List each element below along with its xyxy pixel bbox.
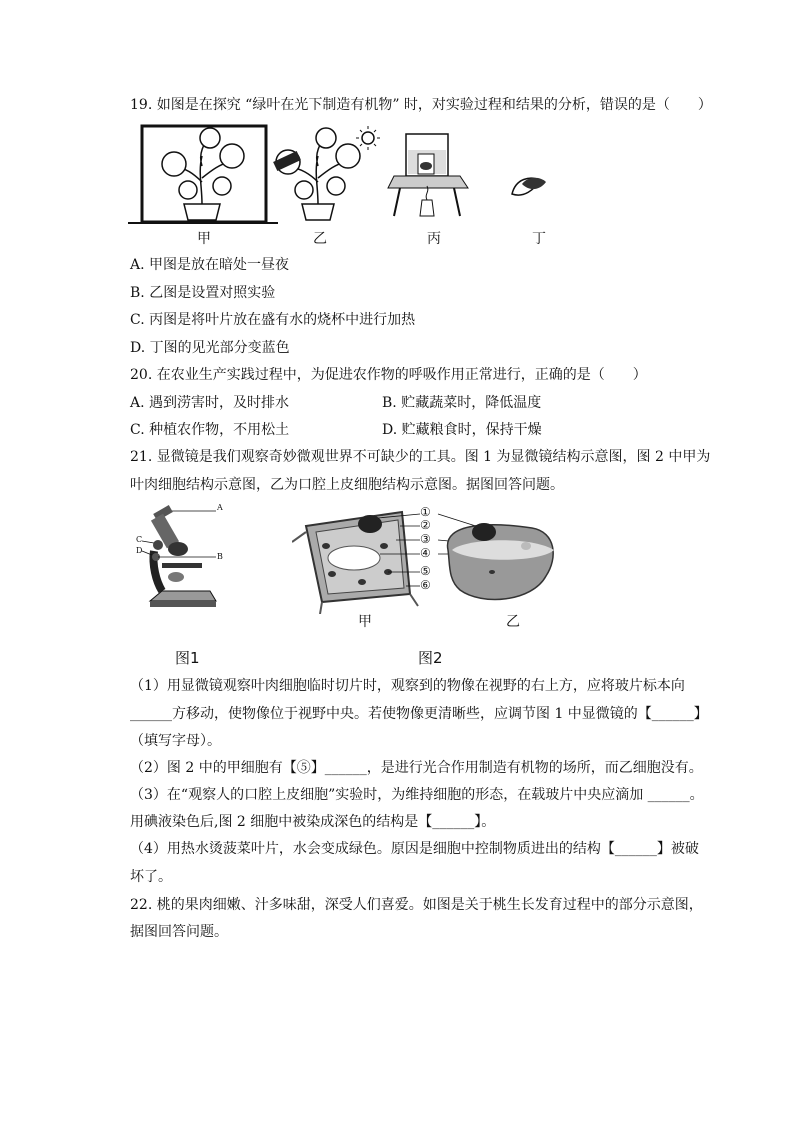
sun-icon bbox=[356, 126, 380, 150]
q21-sub3-line2: 用碘液染色后,图 2 细胞中被染成深色的结构是【______】。 bbox=[130, 814, 496, 830]
leaf-result-illustration bbox=[512, 178, 546, 195]
fig1-label-a: A bbox=[217, 503, 223, 512]
fig2-label-jia: 甲 bbox=[358, 614, 372, 630]
q21-sub2: （2）图 2 中的甲细胞有【⑤】______，是进行光合作用制造有机物的场所，而乙细胞没有。 bbox=[130, 760, 703, 776]
q19-option-c: C. 丙图是将叶片放在盛有水的烧杯中进行加热 bbox=[130, 312, 416, 328]
q22-stem-line1: 22. 桃的果肉细嫩、汁多味甜，深受人们喜爱。如图是关于桃生长发育过程中的部分示意图， bbox=[130, 897, 703, 913]
plant-in-box-illustration bbox=[128, 126, 278, 223]
fig-label-yi: 乙 bbox=[313, 231, 327, 247]
fig1-label-b: B bbox=[217, 552, 223, 561]
q21-sub1-line2: ______方移动，使物像位于视野中央。若使物像更清晰些，应调节图 1 中显微镜的【______】 bbox=[130, 706, 708, 722]
figure-1-caption: 图1 bbox=[175, 649, 200, 667]
q21-stem-line1: 21. 显微镜是我们观察奇妙微观世界不可缺少的工具。图 1 为显微镜结构示意图，图 2 中甲为 bbox=[130, 449, 711, 465]
fig2-label-5: ⑤ bbox=[420, 564, 431, 578]
q21-sub4-line1: （4）用热水烫菠菜叶片，水会变成绿色。原因是细胞中控制物质进出的结构【______】被破 bbox=[130, 841, 699, 857]
fig-label-ding: 丁 bbox=[532, 231, 546, 247]
q21-sub1-line3: （填写字母）。 bbox=[130, 733, 221, 749]
q20-option-c: C. 种植农作物，不用松土 bbox=[130, 422, 290, 438]
figure-2-caption: 图2 bbox=[418, 649, 443, 667]
plant-with-covered-leaf-illustration bbox=[273, 126, 380, 220]
fig2-label-2: ② bbox=[420, 518, 431, 532]
fig-label-jia: 甲 bbox=[197, 231, 211, 247]
fig2-label-4: ④ bbox=[420, 546, 431, 560]
q20-option-a: A. 遇到涝害时，及时排水 bbox=[130, 395, 290, 411]
plant-cell-jia bbox=[292, 512, 418, 614]
q19-option-a: A. 甲图是放在暗处一昼夜 bbox=[130, 257, 290, 273]
fig2-label-yi: 乙 bbox=[506, 614, 520, 630]
q19-option-b: B. 乙图是设置对照实验 bbox=[130, 285, 276, 301]
q21-sub4-line2: 坏了。 bbox=[130, 869, 172, 885]
animal-cell-yi bbox=[448, 523, 554, 599]
fig2-label-3: ③ bbox=[420, 532, 431, 546]
q20-option-b: B. 贮藏蔬菜时，降低温度 bbox=[382, 395, 542, 411]
q21-stem-line2: 叶肉细胞结构示意图，乙为口腔上皮细胞结构示意图。据图回答问题。 bbox=[130, 477, 564, 493]
q19-option-d: D. 丁图的见光部分变蓝色 bbox=[130, 340, 290, 356]
q19-figure bbox=[128, 120, 568, 230]
fig2-label-1: ① bbox=[420, 505, 431, 519]
q21-sub3-line1: （3）在“观察人的口腔上皮细胞”实验时，为维持细胞的形态，在载玻片中央应滴加 ______。 bbox=[130, 787, 704, 803]
q20-option-d: D. 贮藏粮食时，保持干燥 bbox=[382, 422, 542, 438]
fig1-label-d: D bbox=[136, 546, 143, 555]
q22-stem-line2: 据图回答问题。 bbox=[130, 924, 228, 940]
fig2-label-6: ⑥ bbox=[420, 578, 431, 592]
q21-sub1-line1: （1）用显微镜观察叶肉细胞临时切片时，观察到的物像在视野的右上方，应将玻片标本向 bbox=[130, 678, 685, 694]
fig1-label-c: C bbox=[136, 535, 143, 544]
fig-label-bing: 丙 bbox=[427, 231, 441, 247]
q20-stem: 20. 在农业生产实践过程中，为促进农作物的呼吸作用正常进行，正确的是（ ） bbox=[130, 367, 647, 383]
q19-stem: 19. 如图是在探究 “绿叶在光下制造有机物” 时，对实验过程和结果的分析，错误的是（ ） bbox=[130, 97, 712, 113]
beaker-heating-illustration bbox=[388, 134, 468, 216]
